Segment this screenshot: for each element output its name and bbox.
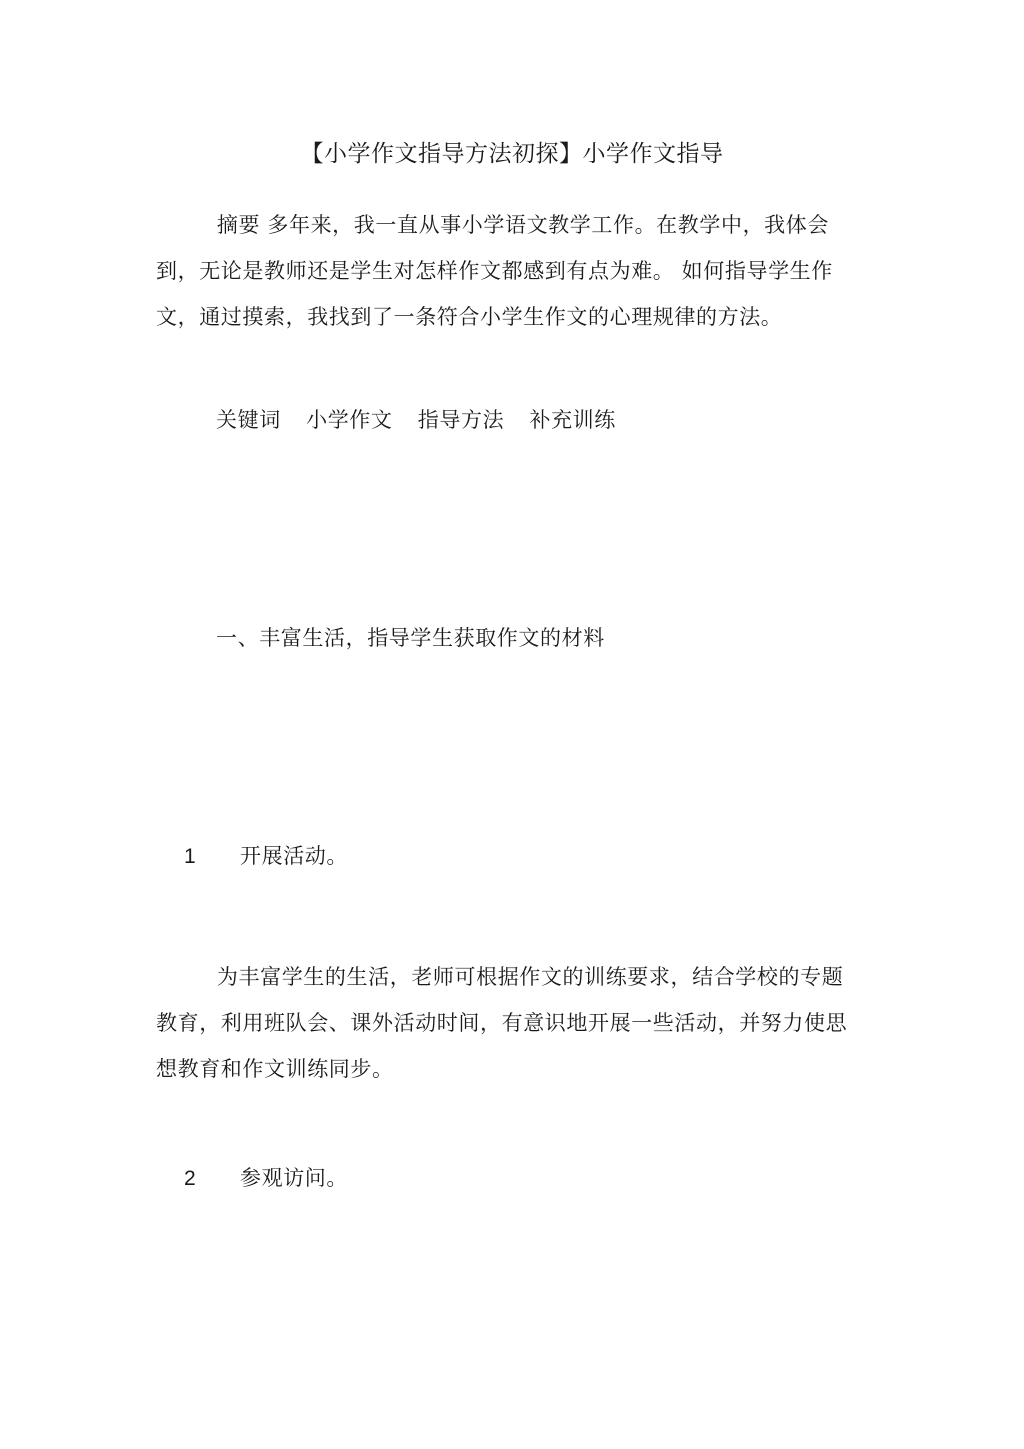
keywords-line [216,402,634,438]
keyword-item: 补充训练 [529,408,616,432]
item-number: 2 [184,1167,197,1190]
body-paragraph: 为丰富学生的生活，老师可根据作文的训练要求，结合学校的专题教育，利用班队会、课外活动时间，有意识地开展一些活动，并努力使思想教育和作文训练同步。 [156,965,848,1081]
item-text: 开展活动。 [240,844,348,868]
item-number: 1 [184,845,197,868]
keyword-item: 小学作文 [306,408,393,432]
keyword-item: 指导方法 [417,408,505,432]
numbered-item [184,838,348,875]
item-text: 参观访问。 [240,1166,348,1190]
document-title: 【小学作文指导方法初探】小学作文指导 [300,141,724,167]
abstract-paragraph: 摘要 多年来，我一直从事小学语文教学工作。在教学中，我体会到，无论是教师还是学生对怎样作文都感到有点为难。 如何指导学生作文，通过摸索，我找到了一条符合小学生作文的心理规律的方法。 [156,213,833,329]
section-heading: 一、丰富生活，指导学生获取作文的材料 [216,626,605,650]
keywords-label: 关键词 [216,408,281,432]
numbered-item [184,1160,348,1197]
